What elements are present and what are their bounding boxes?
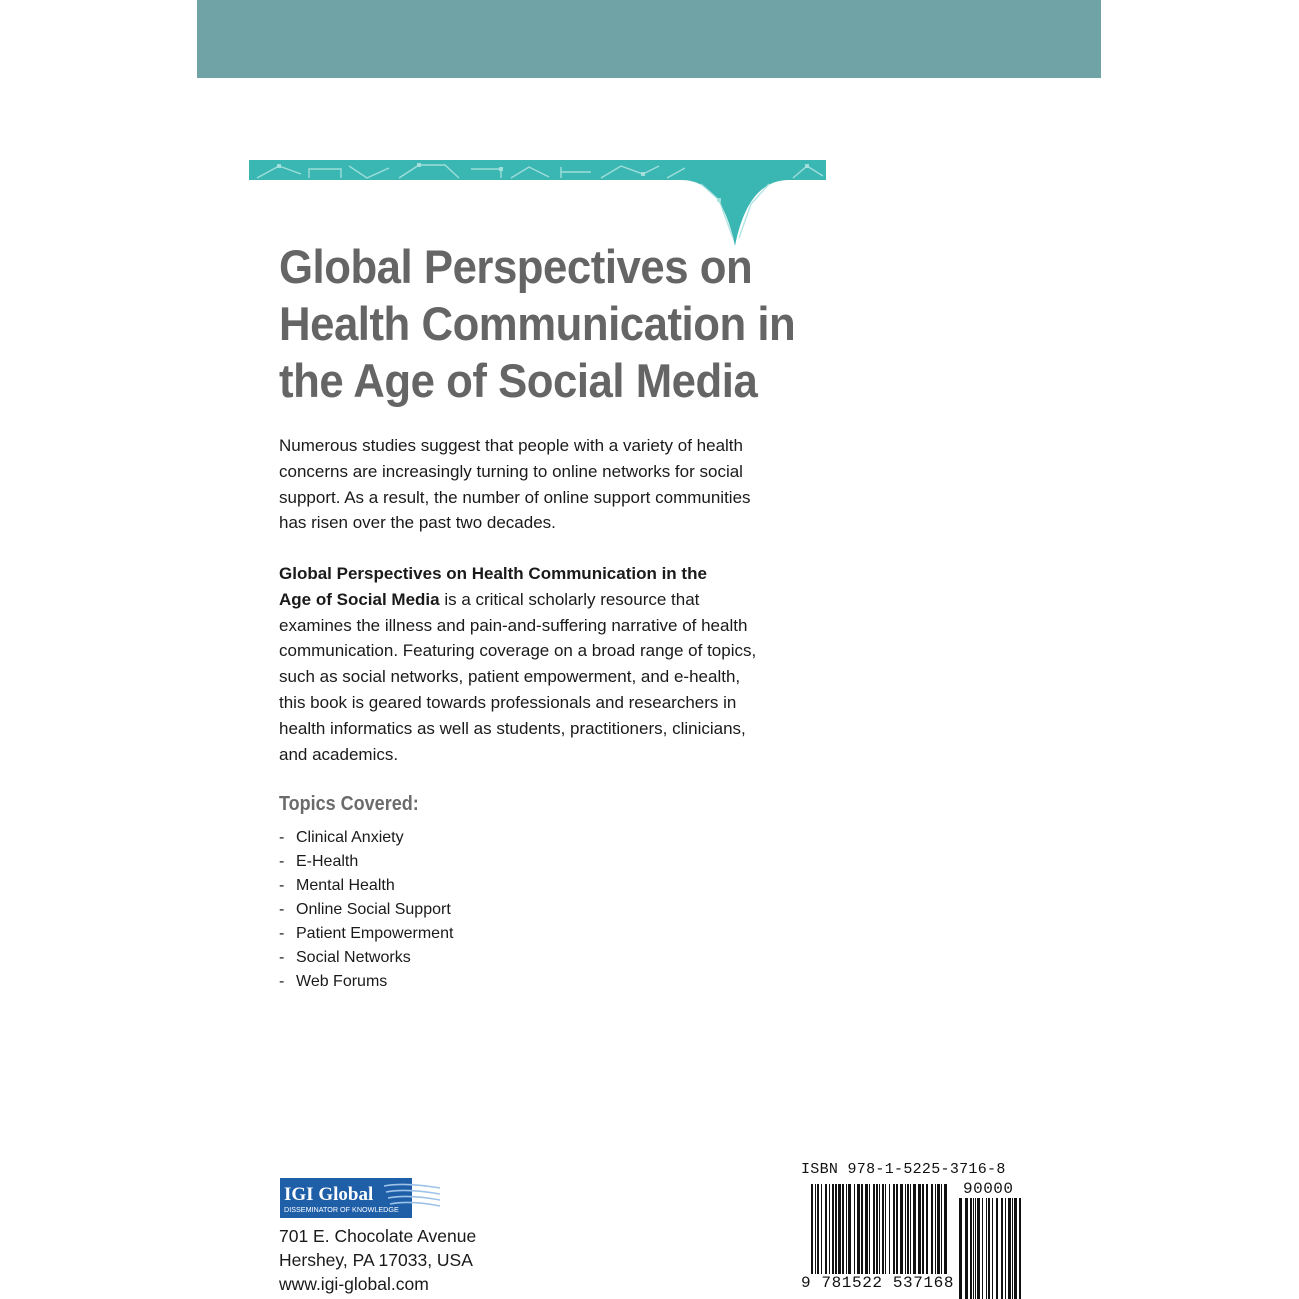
topic-item	[279, 898, 453, 922]
paragraph-line: Numerous studies suggest that people with a variety of health	[279, 436, 743, 455]
paragraph-line: communication. Featuring coverage on a broad range of topics,	[279, 641, 757, 661]
paragraph-line: such as social networks, patient empowerment, and e-health,	[279, 667, 741, 687]
barcode-bar	[986, 1198, 987, 1299]
barcode-bar	[965, 1198, 968, 1299]
barcode-bar	[973, 1198, 974, 1299]
book-title-bold: Global Perspectives on Health Communication in the	[279, 564, 707, 583]
topic-item	[279, 922, 453, 946]
title-line: Global Perspectives on	[279, 240, 753, 293]
barcode-bar	[992, 1198, 993, 1299]
topic-label: Web Forums	[296, 973, 388, 990]
topic-item	[279, 946, 453, 970]
paragraph-line	[279, 587, 819, 613]
barcode-bar	[982, 1198, 983, 1299]
logo-tagline: DISSEMINATOR OF KNOWLEDGE	[284, 1205, 399, 1214]
isbn-label: ISBN 978-1-5225-3716-8	[801, 1161, 1006, 1178]
barcode-bar	[975, 1198, 976, 1299]
bullet-dash: -	[279, 853, 285, 870]
barcode-bar	[1008, 1198, 1011, 1299]
barcode-bar	[1005, 1198, 1006, 1299]
book-title-bold: Age of Social Media	[279, 589, 440, 609]
topic-item	[279, 826, 453, 850]
bullet-dash: -	[279, 925, 285, 942]
barcode-bar	[1019, 1198, 1021, 1299]
barcode-bar	[1012, 1198, 1013, 1299]
topic-label: Social Networks	[296, 949, 411, 966]
address-line: Hershey, PA 17033, USA	[279, 1250, 473, 1270]
address-line: 701 E. Chocolate Avenue	[279, 1226, 477, 1246]
publisher-address	[279, 1224, 476, 1296]
barcode-bar	[988, 1198, 990, 1299]
barcode-bar	[959, 1198, 962, 1299]
decorative-circuit-band	[249, 160, 826, 246]
topics-list	[279, 826, 453, 994]
description-paragraph-1	[279, 433, 819, 536]
paragraph-line: and academics.	[279, 744, 399, 764]
topic-label: Online Social Support	[296, 901, 451, 918]
topic-item	[279, 970, 453, 994]
paragraph-line: examines the illness and pain-and-suffering narrative of health	[279, 615, 748, 635]
barcode-bar	[977, 1198, 980, 1299]
topic-label: Patient Empowerment	[296, 925, 454, 942]
paragraph-text: is a critical scholarly resource that	[439, 589, 700, 609]
topic-item	[279, 874, 453, 898]
bullet-dash: -	[279, 901, 285, 918]
paragraph-line: has risen over the past two decades.	[279, 513, 556, 533]
barcode-bar	[1001, 1198, 1003, 1299]
paragraph-line: support. As a result, the number of online support communities	[279, 487, 751, 507]
logo-wordmark: IGI Global	[284, 1184, 374, 1205]
title-line: the Age of Social Media	[279, 354, 758, 407]
topic-label: Clinical Anxiety	[296, 829, 404, 846]
paragraph-line: health informatics as well as students, practitioners, clinicians,	[279, 718, 746, 738]
barcode-bar	[970, 1198, 972, 1299]
book-title	[279, 238, 800, 409]
topics-heading: Topics Covered:	[279, 793, 419, 815]
paragraph-line: concerns are increasingly turning to online networks for social	[279, 461, 743, 481]
topic-item	[279, 850, 453, 874]
bullet-dash: -	[279, 829, 285, 846]
publisher-website: www.igi-global.com	[279, 1274, 429, 1294]
igi-global-logo	[280, 1178, 442, 1218]
bullet-dash: -	[279, 949, 285, 966]
bullet-dash: -	[279, 973, 285, 990]
barcode-digits: 9 781522 537168	[801, 1274, 955, 1292]
title-line: Health Communication in	[279, 297, 796, 350]
topic-label: E-Health	[296, 853, 359, 870]
description-paragraph-2	[279, 561, 819, 767]
topic-label: Mental Health	[296, 877, 395, 894]
barcode-addon-number: 90000	[963, 1180, 1014, 1198]
bullet-dash: -	[279, 877, 285, 894]
top-color-band	[197, 0, 1101, 78]
barcode-bar	[1014, 1198, 1017, 1299]
paragraph-line	[279, 561, 819, 587]
paragraph-line: this book is geared towards professionals and researchers in	[279, 692, 737, 712]
barcode-bar	[996, 1198, 998, 1299]
